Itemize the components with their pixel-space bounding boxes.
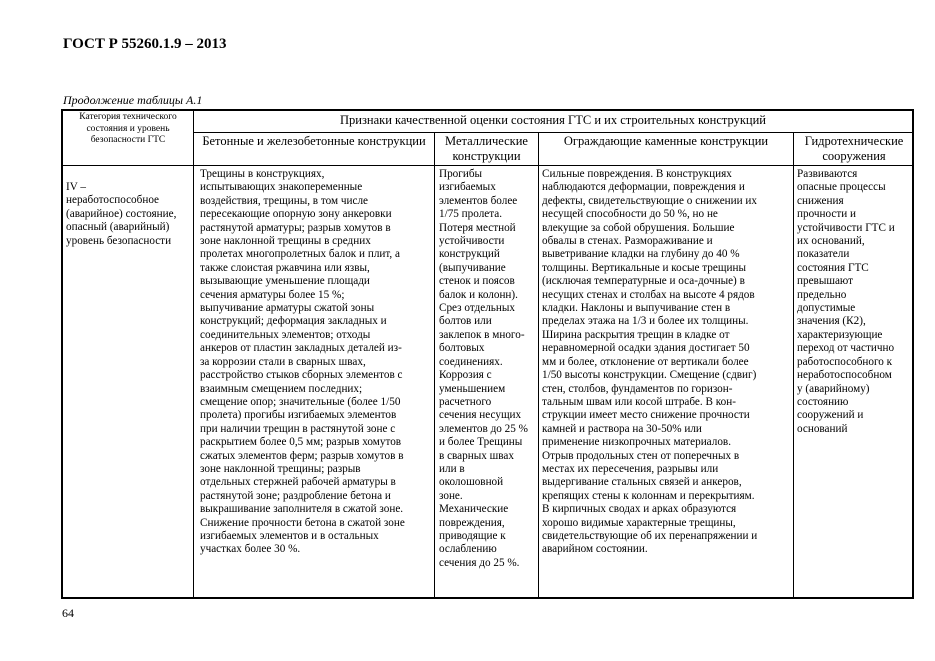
row-divider bbox=[63, 165, 912, 166]
column-header-concrete: Бетонные и железобетонные конструкции bbox=[202, 134, 426, 148]
column-divider bbox=[434, 132, 435, 597]
row-divider bbox=[193, 132, 912, 133]
concrete-signs-cell: Трещины в конструкциях, испытывающих знакопеременные воздействия, трещины, в том числе пересекающие опорную зону анкеровки растянутой арматуры; разрыв хомутов в зоне наклонной трещины в средних пролетах многопролетных балок и плит, а также слоистая ржавчина или язвы, вызывающие уменьшение площади сечения арматуры более 15 %; выпучивание арматуры сжатой зоны конструкций; деформация закладных и соединительных элементов; отходы анкеров от пластин закладных деталей из- за коррозии стали в сварных швах, расстройство стыков сборных элементов с взаимным смещением последних; смещение опор; значительные (более 1/50 пролета) прогибы изгибаемых элементов при наличии трещин в растянутой зоне с раскрытием более 0,5 мм; разрыв хомутов сжатых элементов ферм; разрыв хомутов в зоне наклонной трещины; разрыв отдельных стержней рабочей арматуры в растянутой зоне; раздробление бетона и выкрашивание заполнителя в сжатой зоне. Снижение прочности бетона в сжатой зоне изгибаемых элементов и в остальных участках более 30 %. bbox=[200, 168, 405, 556]
hydro-signs-cell: Развиваются опасные процессы снижения прочности и устойчивости ГТС и их оснований, показатели состояния ГТС превышают предельно допустимые значения (К2), характеризующие переход от частично работоспособного к неработоспособном у (аварийному) состоянию сооружений и оснований bbox=[797, 168, 895, 435]
page-number: 64 bbox=[62, 606, 74, 620]
column-header-metal: Металлические конструкции bbox=[445, 134, 528, 163]
masonry-signs-cell: Сильные повреждения. В конструкциях наблюдаются деформации, повреждения и дефекты, свидетельствующие о снижении их несущей способности до 50 %, но не влекущие за собой обрушения. Большие обвалы в стенах. Размораживание и выветривание кладки на глубину до 40 % толщины. Вертикальные и косые трещины (исключая температурные и оса-дочные) в несущих стенах и столбах на высоте 4 рядов кладки. Наклоны и выпучивание стен в пределах этажа на 1/3 и более их толщины. Ширина раскрытия трещин в кладке от неравномерной осадки здания достигает 50 мм и более, отклонение от вертикали более 1/50 высоты конструкции. Смещение (сдвиг) стен, столбов, фундаментов по горизон- тальным швам или косой штрабе. В кон- струкции имеет место снижение прочности камней и раствора на 30-50% или применение низкопрочных материалов. Отрыв продольных стен от поперечных в местах их пересечения, разрывы или выдергивание стальных связей и анкеров, крепящих стены к колоннам и перекрытиям. В кирпичных сводах и арках образуются хорошо видимые характерные трещины, свидетельствующие об их перенапряжении и аварийном состоянии. bbox=[542, 168, 758, 556]
classification-table bbox=[61, 109, 914, 599]
column-divider bbox=[538, 132, 539, 597]
metal-signs-cell: Прогибы изгибаемых элементов более 1/75 пролета. Потеря местной устойчивости конструкций (выпучивание стенок и поясов балок и колонн). Срез отдельных болтов или заклепок в много- болтовых соединениях. Коррозия с уменьшением расчетного сечения несущих элементов до 25 % и более Трещины в сварных швах или в околошовной зоне. Механические повреждения, приводящие к ослаблению сечения до 25 %. bbox=[439, 168, 528, 569]
category-cell: IV – неработоспособное (аварийное) состояние, опасный (аварийный) уровень безопасности bbox=[66, 181, 177, 247]
table-continuation-label: Продолжение таблицы А.1 bbox=[63, 93, 203, 107]
column-divider bbox=[793, 132, 794, 597]
document-code: ГОСТ Р 55260.1.9 – 2013 bbox=[63, 36, 227, 52]
category-column-header: Категория технического состояния и уровень безопасности ГТС bbox=[79, 112, 177, 145]
column-divider bbox=[193, 111, 194, 597]
column-header-hydro: Гидротехнические сооружения bbox=[804, 134, 904, 163]
assessment-group-header: Признаки качественной оценки состояния ГТС и их строительных конструкций bbox=[340, 113, 766, 127]
column-header-masonry: Ограждающие каменные конструкции bbox=[563, 134, 769, 148]
